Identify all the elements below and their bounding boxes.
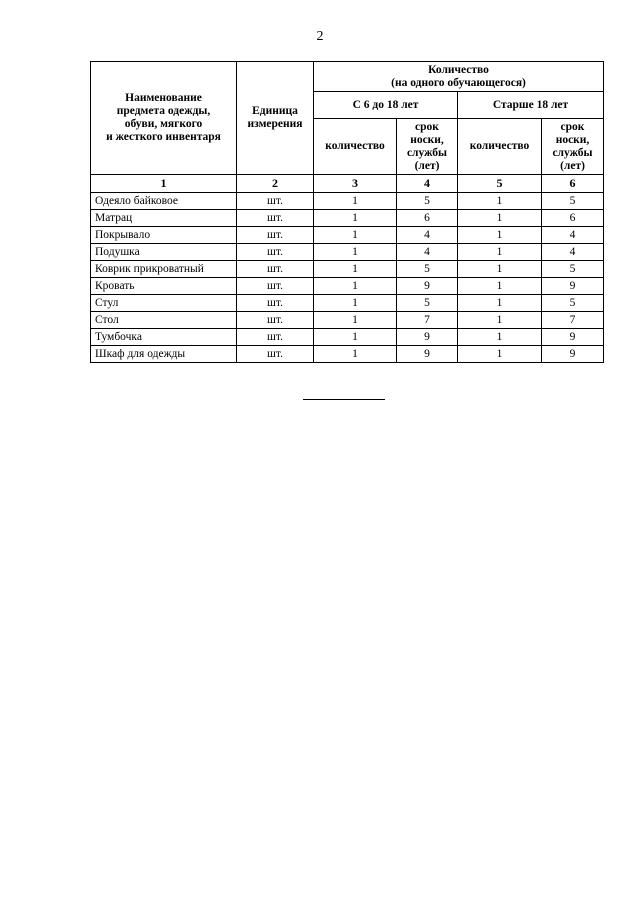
item-qty-6-18: 1 [314, 193, 397, 210]
item-name: Стол [91, 312, 237, 329]
item-term-over-18: 9 [542, 346, 604, 363]
item-qty-over-18: 1 [458, 193, 542, 210]
header-term-line: носки, [410, 133, 444, 146]
header-term-line: службы [406, 146, 448, 159]
item-qty-6-18: 1 [314, 227, 397, 244]
header-unit-line: измерения [247, 118, 303, 130]
header-quantity-line: Количество [428, 63, 489, 76]
item-unit: шт. [237, 329, 314, 346]
item-unit: шт. [237, 295, 314, 312]
column-number: 4 [397, 175, 458, 193]
table-row [91, 227, 604, 244]
header-unit [237, 62, 314, 175]
item-qty-6-18: 1 [314, 346, 397, 363]
item-qty-over-18: 1 [458, 329, 542, 346]
item-term-6-18: 4 [397, 227, 458, 244]
item-name: Тумбочка [91, 329, 237, 346]
header-item-name-line: Наименование [125, 92, 202, 104]
column-number: 5 [458, 175, 542, 193]
table-row [91, 210, 604, 227]
item-term-over-18: 5 [542, 261, 604, 278]
item-term-6-18: 9 [397, 346, 458, 363]
column-number: 3 [314, 175, 397, 193]
page-number: 2 [316, 29, 324, 44]
item-qty-over-18: 1 [458, 346, 542, 363]
item-unit: шт. [237, 210, 314, 227]
item-qty-over-18: 1 [458, 227, 542, 244]
table-row [91, 295, 604, 312]
header-age-over-18: Старше 18 лет [458, 92, 604, 119]
item-unit: шт. [237, 193, 314, 210]
table-row [91, 346, 604, 363]
item-unit: шт. [237, 261, 314, 278]
header-count-b: количество [458, 119, 542, 175]
item-unit: шт. [237, 346, 314, 363]
header-quantity-line: (на одного обучающегося) [391, 76, 526, 89]
item-name: Одеяло байковое [91, 193, 237, 210]
table-row [91, 193, 604, 210]
header-age-6-18: С 6 до 18 лет [314, 92, 458, 119]
inventory-table [90, 61, 604, 363]
item-qty-6-18: 1 [314, 312, 397, 329]
table-row [91, 278, 604, 295]
item-qty-over-18: 1 [458, 210, 542, 227]
header-term-line: (лет) [414, 159, 440, 172]
item-name: Подушка [91, 244, 237, 261]
item-term-over-18: 5 [542, 193, 604, 210]
item-qty-over-18: 1 [458, 295, 542, 312]
item-name: Покрывало [91, 227, 237, 244]
header-term-line: службы [552, 146, 593, 159]
item-unit: шт. [237, 278, 314, 295]
column-number: 2 [237, 175, 314, 193]
item-name: Коврик прикроватный [91, 261, 237, 278]
item-name: Стул [91, 295, 237, 312]
table-row [91, 261, 604, 278]
header-quantity [314, 62, 604, 92]
item-name: Матрац [91, 210, 237, 227]
header-unit-line: Единица [252, 105, 298, 117]
header-term-line: (лет) [560, 159, 585, 172]
item-term-6-18: 5 [397, 193, 458, 210]
item-term-over-18: 9 [542, 278, 604, 295]
table-row [91, 244, 604, 261]
item-qty-6-18: 1 [314, 210, 397, 227]
item-unit: шт. [237, 244, 314, 261]
header-term-line: носки, [555, 133, 590, 146]
header-item-name [91, 62, 237, 175]
header-term-line: срок [415, 120, 439, 133]
header-item-name-line: предмета одежды, [116, 105, 211, 117]
header-term-b [542, 119, 604, 175]
item-name: Кровать [91, 278, 237, 295]
item-term-6-18: 9 [397, 278, 458, 295]
column-number-row [91, 175, 604, 193]
item-qty-6-18: 1 [314, 329, 397, 346]
item-qty-over-18: 1 [458, 312, 542, 329]
item-qty-6-18: 1 [314, 295, 397, 312]
header-item-name-line: обуви, мягкого [124, 118, 203, 130]
header-term-a [397, 119, 458, 175]
column-number: 1 [91, 175, 237, 193]
item-qty-6-18: 1 [314, 244, 397, 261]
item-term-over-18: 4 [542, 244, 604, 261]
item-term-6-18: 6 [397, 210, 458, 227]
item-unit: шт. [237, 312, 314, 329]
closing-rule [303, 399, 385, 400]
table-row [91, 329, 604, 346]
item-qty-over-18: 1 [458, 261, 542, 278]
item-qty-over-18: 1 [458, 278, 542, 295]
item-name: Шкаф для одежды [91, 346, 237, 363]
column-number: 6 [542, 175, 604, 193]
item-qty-6-18: 1 [314, 261, 397, 278]
item-term-6-18: 5 [397, 295, 458, 312]
item-term-6-18: 5 [397, 261, 458, 278]
item-term-over-18: 4 [542, 227, 604, 244]
header-count-a: количество [314, 119, 397, 175]
item-term-6-18: 7 [397, 312, 458, 329]
item-term-over-18: 5 [542, 295, 604, 312]
item-unit: шт. [237, 227, 314, 244]
item-term-6-18: 4 [397, 244, 458, 261]
item-term-6-18: 9 [397, 329, 458, 346]
item-qty-over-18: 1 [458, 244, 542, 261]
header-term-line: срок [560, 120, 585, 133]
table-row [91, 312, 604, 329]
item-term-over-18: 9 [542, 329, 604, 346]
item-qty-6-18: 1 [314, 278, 397, 295]
item-term-over-18: 7 [542, 312, 604, 329]
header-item-name-line: и жесткого инвентаря [106, 131, 221, 143]
item-term-over-18: 6 [542, 210, 604, 227]
